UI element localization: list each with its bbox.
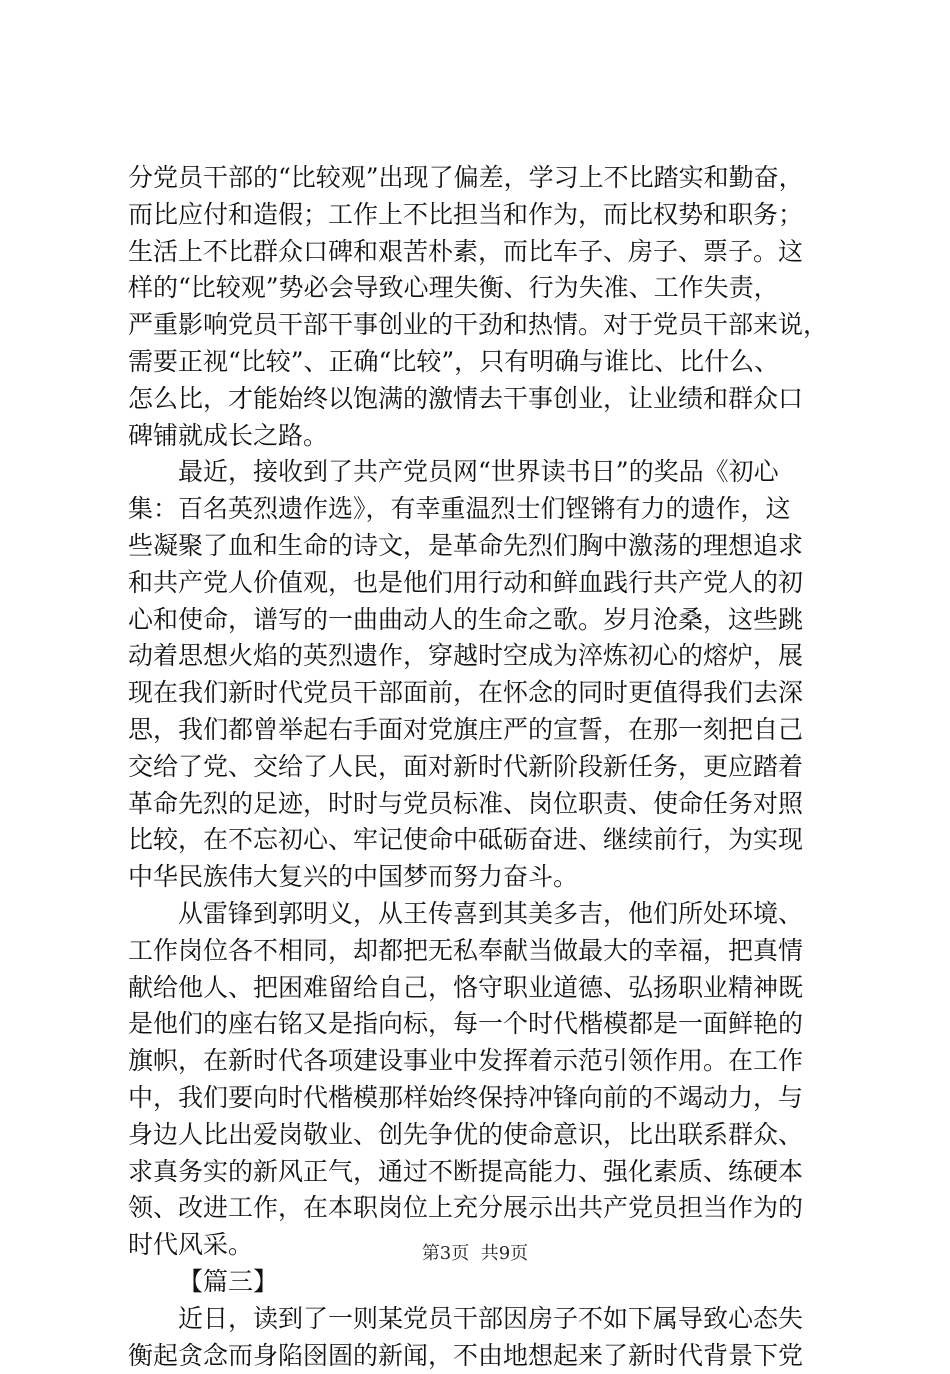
text-line: 身边人比出爱岗敬业、创先争优的使命意识，比出联系群众、	[128, 1117, 832, 1154]
text-line: 心和使命，谱写的一曲曲动人的生命之歌。岁月沧桑，这些跳	[128, 602, 832, 639]
text-line: 怎么比，才能始终以饱满的激情去干事创业，让业绩和群众口	[128, 381, 832, 418]
text-line: 需要正视“比较”、正确“比较”，只有明确与谁比、比什么、	[128, 344, 832, 381]
section-heading: 【篇三】	[128, 1264, 832, 1301]
text-line: 领、改进工作，在本职岗位上充分展示出共产党员担当作为的	[128, 1190, 832, 1227]
text-line: 些凝聚了血和生命的诗文，是革命先烈们胸中激荡的理想追求	[128, 528, 832, 565]
text-line: 而比应付和造假；工作上不比担当和作为，而比权势和职务；	[128, 197, 832, 234]
text-line: 严重影响党员干部干事创业的干劲和热情。对于党员干部来说，	[128, 307, 832, 344]
text-line: 求真务实的新风正气，通过不断提高能力、强化素质、练硬本	[128, 1154, 832, 1191]
text-line: 现在我们新时代党员干部面前，在怀念的同时更值得我们去深	[128, 675, 832, 712]
page-number-label: 第3页 共9页	[422, 1243, 528, 1264]
text-line: 旗帜，在新时代各项建设事业中发挥着示范引领作用。在工作	[128, 1043, 832, 1080]
text-line: 集：百名英烈遗作选》，有幸重温烈士们铿锵有力的遗作，这	[128, 491, 832, 528]
text-line: 革命先烈的足迹，时时与党员标准、岗位职责、使命任务对照	[128, 786, 832, 823]
text-line: 交给了党、交给了人民，面对新时代新阶段新任务，更应踏着	[128, 749, 832, 786]
text-line: 中，我们要向时代楷模那样始终保持冲锋向前的不竭动力，与	[128, 1080, 832, 1117]
text-line: 中华民族伟大复兴的中国梦而努力奋斗。	[128, 859, 832, 896]
text-line: 生活上不比群众口碑和艰苦朴素，而比车子、房子、票子。这	[128, 234, 832, 271]
text-line: 碑铺就成长之路。	[128, 418, 832, 455]
paragraph-start-line: 近日，读到了一则某党员干部因房子不如下属导致心态失	[128, 1301, 832, 1338]
text-line: 思，我们都曾举起右手面对党旗庄严的宣誓，在那一刻把自己	[128, 712, 832, 749]
paragraph-start-line: 最近，接收到了共产党员网“世界读书日”的奖品《初心	[128, 454, 832, 491]
text-line: 动着思想火焰的英烈遗作，穿越时空成为淬炼初心的熔炉，展	[128, 638, 832, 675]
text-line: 时代风采。	[128, 1227, 832, 1264]
text-line: 样的“比较观”势必会导致心理失衡、行为失准、工作失责，	[128, 270, 832, 307]
text-line: 工作岗位各不相同，却都把无私奉献当做最大的幸福，把真情	[128, 933, 832, 970]
text-line: 是他们的座右铭又是指向标，每一个时代楷模都是一面鲜艳的	[128, 1006, 832, 1043]
text-line: 分党员干部的“比较观”出现了偏差，学习上不比踏实和勤奋，	[128, 160, 832, 197]
paragraph-start-line: 从雷锋到郭明义，从王传喜到其美多吉，他们所处环境、	[128, 896, 832, 933]
text-line: 比较，在不忘初心、牢记使命中砥砺奋进、继续前行，为实现	[128, 822, 832, 859]
text-line: 献给他人、把困难留给自己，恪守职业道德、弘扬职业精神既	[128, 970, 832, 1007]
text-line: 和共产党人价值观，也是他们用行动和鲜血践行共产党人的初	[128, 565, 832, 602]
text-line: 衡起贪念而身陷囹圄的新闻，不由地想起来了新时代背景下党	[128, 1338, 832, 1374]
page-footer	[0, 1242, 950, 1266]
document-body	[128, 160, 832, 1374]
